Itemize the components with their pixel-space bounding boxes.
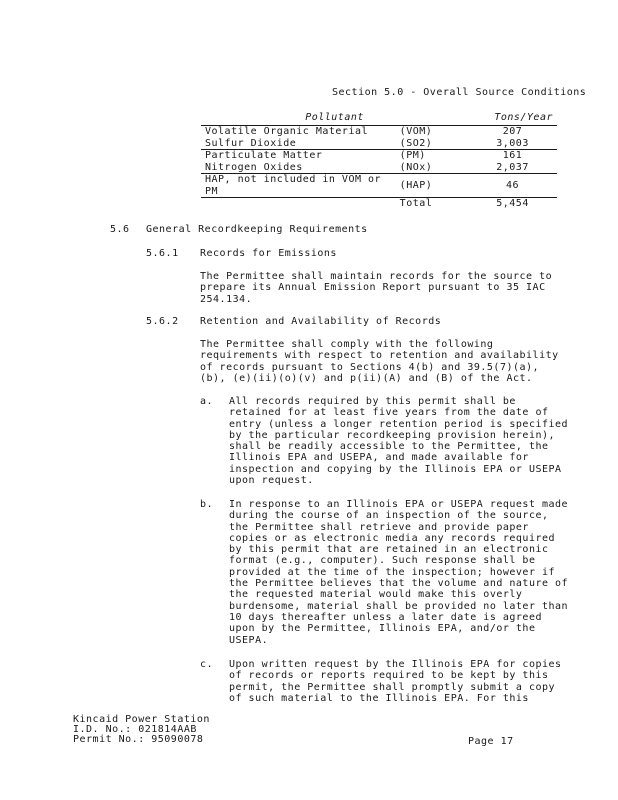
subsection-5-6-2-intro: The Permittee shall comply with the following requirements with respect to retention and availability of records pursuant to Sections 4(b) and 39.5(7)(a), (b), (e)(ii)(o)(v) and p(ii)(A) and (B) of the Act. (200, 339, 559, 384)
pollutant-tons: 207 (502, 126, 523, 137)
pollutant-name: HAP, not included in VOM or PM (205, 174, 382, 197)
subsection-5-6-1-number: 5.6.1 (146, 248, 179, 259)
list-marker-a: a. (200, 396, 214, 407)
total-value: 5,454 (468, 198, 557, 210)
column-header-tons-year: Tons/Year (468, 110, 557, 126)
list-marker-b: b. (200, 499, 214, 510)
subsection-5-6-2-title: Retention and Availability of Records (200, 316, 442, 327)
table-total-row (201, 198, 557, 210)
footer-station: Kincaid Power Station (73, 714, 210, 725)
table-row (201, 138, 557, 150)
section-5-6-number: 5.6 (110, 224, 130, 235)
subsection-5-6-1-body: The Permittee shall maintain records for the source to prepare its Annual Emission Report pursuant to 35 IAC 254.134. (200, 271, 553, 305)
pollutant-tons: 46 (506, 179, 520, 191)
pollutant-name: Volatile Organic Material (205, 126, 369, 137)
section-5-6-title: General Recordkeeping Requirements (146, 224, 368, 235)
pollutant-abbr: (NOx) (400, 162, 468, 174)
list-marker-c: c. (200, 659, 214, 670)
table-header-row (201, 110, 557, 126)
footer-identification (73, 715, 210, 745)
pollutant-abbr: (VOM) (399, 126, 433, 137)
pollutant-name: Particulate Matter (205, 150, 323, 161)
pollutant-name: Sulfur Dioxide (201, 138, 400, 150)
pollutant-tons: 3,003 (468, 138, 557, 150)
pollutant-abbr: (SO2) (400, 138, 468, 150)
pollutant-tons: 2,037 (468, 162, 557, 174)
footer-permit-number: Permit No.: 95090078 (73, 734, 204, 745)
table-row (201, 126, 557, 138)
page-number: Page 17 (468, 736, 514, 747)
total-label: Total (400, 198, 468, 210)
pollutant-tons: 161 (502, 150, 523, 161)
subsection-5-6-2-number: 5.6.2 (146, 316, 179, 327)
table-row (201, 162, 557, 174)
pollutant-abbr: (PM) (399, 150, 426, 161)
list-item-a: All records required by this permit shall be retained for at least five years from the date of entry (unless a longer retention period is specified by the particular recordkeeping provision herein), shall be readily accessible to the Permittee, the Illinois EPA and USEPA, and made available for inspection and copying by the Illinois EPA or USEPA upon request. (229, 396, 569, 487)
list-item-c: Upon written request by the Illinois EPA for copies of records or reports required to be kept by this permit, the Permittee shall promptly submit a copy of such material to the Illinois EPA. For this (229, 659, 562, 704)
subsection-5-6-1-title: Records for Emissions (200, 248, 337, 259)
table-row (201, 174, 557, 198)
pollutant-abbr: (HAP) (399, 179, 433, 191)
list-item-b: In response to an Illinois EPA or USEPA request made during the course of an inspection of the source, the Permittee shall retrieve and provide paper copies or as electronic media any records required by this permit that are retained in an electronic format (e.g., computer). Such response shall be provided at the time of the inspection; however if the Permittee believes that the volume and nature of the requested material would make this overly burdensome, material shall be provided no later than 10 days thereafter unless a later date is agreed upon by the Permittee, Illinois EPA, and/or the USEPA. (229, 499, 569, 646)
section-header: Section 5.0 - Overall Source Conditions (332, 87, 587, 98)
column-header-pollutant: Pollutant (201, 110, 468, 126)
pollutant-name: Nitrogen Oxides (201, 162, 400, 174)
table-row (201, 150, 557, 162)
footer-id-number: I.D. No.: 021814AAB (73, 724, 197, 735)
pollutant-emissions-table (201, 110, 557, 210)
